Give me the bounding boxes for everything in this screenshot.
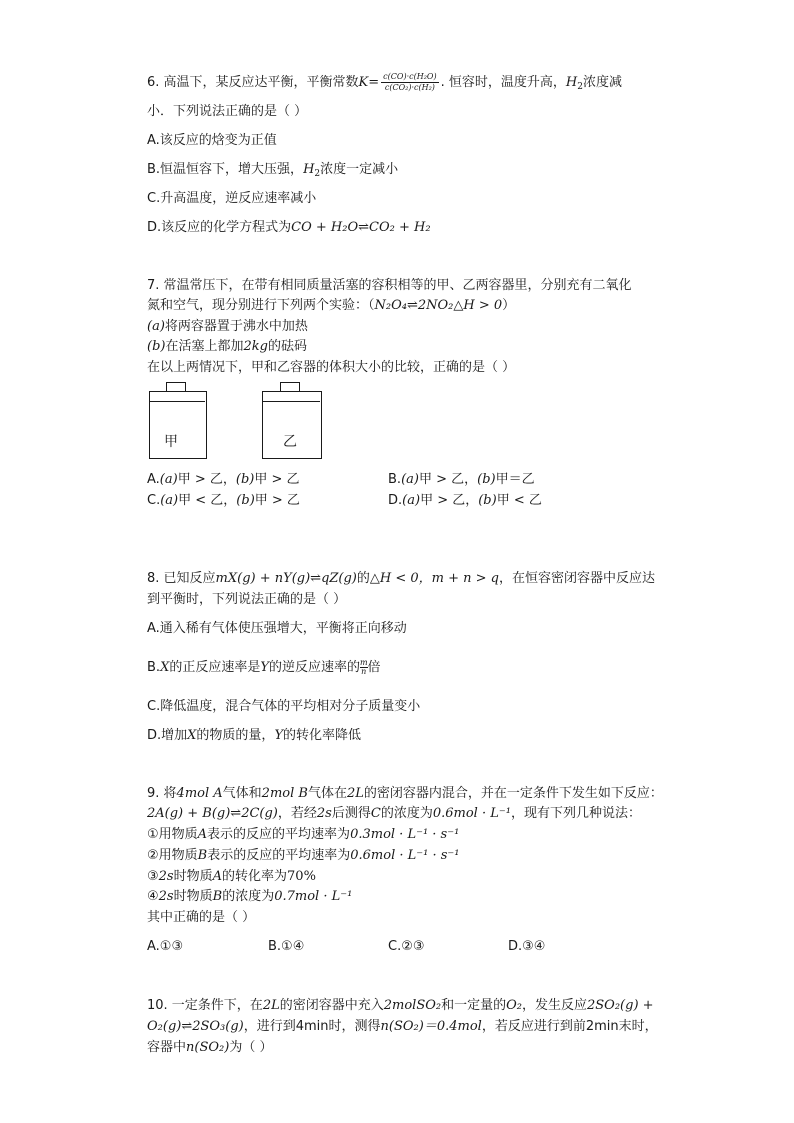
q7-option-d xyxy=(388,492,542,510)
q6-equals: = xyxy=(368,75,380,90)
q10-equation-part2: O₂(g)⇌2SO₃(g) xyxy=(147,1019,244,1034)
q9-ask: 其中正确的是（ ） xyxy=(147,910,256,925)
q7-experiment-a-text: 将两容器置于沸水中加热 xyxy=(164,319,308,334)
q8-option-c: C.降低温度，混合气体的平均相对分子质量变小 xyxy=(147,699,421,714)
q10-l3-text-a: 容器中 xyxy=(147,1040,187,1055)
q7-opt-d-tag1: (a) xyxy=(402,493,421,508)
q9-s1-text: ①用物质 xyxy=(147,827,198,842)
q9-s3-num: ③ xyxy=(147,869,159,884)
q7-experiment-b-text: 在活塞上都加 xyxy=(165,339,244,354)
q9-text-c: 气体在 xyxy=(307,786,347,801)
q7-opt-b-letter: B. xyxy=(388,472,402,487)
q8-option-a: A.通入稀有气体使压强增大，平衡将正向移动 xyxy=(147,621,407,636)
q8-opt-b-text-c: 倍 xyxy=(367,660,381,675)
q7-experiment-a xyxy=(147,318,308,336)
q10-text-d: ，发生反应 xyxy=(521,998,587,1013)
q10-measured-value: n(SO₂)＝0.4mol xyxy=(380,1019,482,1034)
q8-opt-b-letter: B. xyxy=(147,660,161,675)
q7-option-a xyxy=(147,471,300,489)
q7-experiment-b-tag: (b) xyxy=(147,339,166,354)
q7-opt-a-tag1: (a) xyxy=(159,472,178,487)
q7-stem-line2 xyxy=(147,297,515,315)
q10-stem-line3 xyxy=(147,1039,272,1057)
q9-statement-2 xyxy=(147,847,459,865)
q9-text-a: 9. 将 xyxy=(147,786,177,801)
q7-opt-b-text2: 甲＝乙 xyxy=(495,472,535,487)
q7-opt-b-tag2: (b) xyxy=(477,472,496,487)
q8-opt-d-text-c: 的转化率降低 xyxy=(283,728,362,743)
q7-opt-b-text1: 甲 > 乙， xyxy=(418,472,478,487)
q7-opt-a-text1: 甲 > 乙， xyxy=(177,472,236,487)
q8-opt-d-text: D.增加 xyxy=(147,728,188,743)
q9-text-b: 气体和 xyxy=(222,786,262,801)
q7-opt-b-tag1: (a) xyxy=(401,472,419,487)
q9-stem-line2 xyxy=(147,805,641,823)
q10-stem-line2 xyxy=(147,1018,658,1036)
q7-option-b xyxy=(388,471,535,489)
q9-equation: 2A(g) + B(g)⇌2C(g) xyxy=(147,806,278,821)
q9-volume: 2L xyxy=(346,786,364,801)
q8-opt-d-text-b: 的物质的量， xyxy=(196,728,275,743)
q8-stem-line1 xyxy=(147,570,655,588)
q9-s3-time: 2s xyxy=(158,869,174,884)
q6-option-b-text: B.恒温恒容下，增大压强， xyxy=(147,162,304,177)
q9-s4-num: ④ xyxy=(147,889,159,904)
q10-so2-amount: 2molSO₂ xyxy=(383,998,442,1013)
q7-opt-c-letter: C. xyxy=(147,493,161,508)
q9-s2-b: B xyxy=(197,848,208,863)
q9-option-b: B.①④ xyxy=(268,939,305,954)
q9-amount-a: 4mol A xyxy=(176,786,223,801)
q7-stem-line2-close: ） xyxy=(502,298,516,313)
q7-stem-line1: 7. 常温常压下，在带有相同质量活塞的容积相等的甲、乙两容器里，分别充有二氧化 xyxy=(147,278,632,293)
q8-opt-b-y: Y xyxy=(260,660,269,675)
q9-s2-text-b: 表示的反应的平均速率为 xyxy=(207,848,351,863)
q6-option-b-text-b: 浓度一定减小 xyxy=(320,162,399,177)
q7-stem-line2-text: 氮和空气，现分别进行下列两个实验：（ xyxy=(147,298,375,313)
q6-option-c: C.升高温度，逆反应速率减小 xyxy=(147,191,317,206)
q9-statement-3 xyxy=(147,868,316,886)
q6-stem-line2: 小．下列说法正确的是（ ） xyxy=(147,104,308,119)
q10-l2-text-b: ，若反应进行到前2min末时， xyxy=(481,1019,658,1034)
q9-option-d: D.③④ xyxy=(508,939,546,954)
q10-unknown: n(SO₂) xyxy=(186,1040,230,1055)
q8-opt-b-text-b: 的逆反应速率的 xyxy=(268,660,360,675)
q9-s1-a: A xyxy=(197,827,208,842)
q9-s1-text-b: 表示的反应的平均速率为 xyxy=(207,827,351,842)
q8-opt-b-x: X xyxy=(160,660,170,675)
q6-k-symbol: K xyxy=(358,75,369,90)
q9-s2-value: 0.6mol · L⁻¹ · s⁻¹ xyxy=(350,848,460,863)
q6-option-b: B.恒温恒容下，增大压强，$H_2$浓度一定减小 xyxy=(147,162,399,179)
q9-l2-text-c: 的浓度为 xyxy=(380,806,433,821)
q9-concentration: 0.6mol · L⁻¹ xyxy=(432,806,511,821)
q8-stem-line2: 到平衡时，下列说法正确的是（ ） xyxy=(147,592,347,607)
q7-opt-c-tag2: (b) xyxy=(236,493,255,508)
q7-opt-c-tag1: (a) xyxy=(160,493,179,508)
q8-stem-text-b: 的 xyxy=(356,571,370,586)
q8-opt-b-fraction-den: n xyxy=(361,667,367,676)
q7-opt-c-text2: 甲 > 乙 xyxy=(254,493,300,508)
q9-statement-4 xyxy=(147,888,352,906)
q9-amount-b: 2mol B xyxy=(261,786,308,801)
q10-stem-line1 xyxy=(147,997,654,1015)
q7-experiment-b-text-b: 的砝码 xyxy=(267,339,307,354)
q6-stem-text: 6. 高温下，某反应达平衡，平衡常数 xyxy=(147,75,359,90)
q9-s4-text-b: 的浓度为 xyxy=(222,889,275,904)
q8-equation: mX(g) + nY(g)⇌qZ(g) xyxy=(215,571,357,586)
q7-opt-a-text2: 甲 > 乙 xyxy=(254,472,300,487)
q8-opt-b-fraction-num: m xyxy=(359,658,368,667)
q9-l2-text-a: ，若经 xyxy=(277,806,317,821)
q10-o2: O₂ xyxy=(506,998,522,1013)
container-yi-piston xyxy=(263,401,320,402)
q6-stem-text-c: 浓度减 xyxy=(582,75,622,90)
q7-opt-d-text2: 甲 < 乙 xyxy=(496,493,542,508)
q9-l2-text-d: ，现有下列几种说法： xyxy=(510,806,641,821)
q6-option-d-text: D.该反应的化学方程式为 xyxy=(147,220,292,235)
q9-c-symbol: C xyxy=(370,806,381,821)
q9-s3-a: A xyxy=(212,869,223,884)
q9-s3-value: 70% xyxy=(287,869,316,884)
q6-h2-symbol: H xyxy=(565,75,578,90)
q9-time: 2s xyxy=(316,806,332,821)
q10-volume: 2L xyxy=(262,998,280,1013)
q6-option-d xyxy=(147,219,431,237)
q9-s1-value: 0.3mol · L⁻¹ · s⁻¹ xyxy=(350,827,460,842)
q10-l2-text-a: ，进行到4min时，测得 xyxy=(243,1019,381,1034)
q9-s4-text: 时物质 xyxy=(173,889,213,904)
q6-option-b-h2: H xyxy=(303,162,315,177)
container-yi-label: 乙 xyxy=(283,434,297,450)
q8-opt-d-y: Y xyxy=(274,728,284,743)
q7-opt-a-tag2: (b) xyxy=(235,472,255,487)
q8-stem-text-c: ，在恒容密闭容器中反应达 xyxy=(499,571,656,586)
q6-option-d-equation: CO + H₂O⇌CO₂ + H₂ xyxy=(291,220,431,235)
q10-equation-part1: 2SO₂(g) + xyxy=(587,998,654,1013)
q7-opt-a-letter: A. xyxy=(147,472,160,487)
q7-opt-d-tag2: (b) xyxy=(478,493,497,508)
container-jia-label: 甲 xyxy=(164,434,178,450)
q7-equation: N₂O₄⇌2NO₂△H > 0 xyxy=(374,298,503,313)
q9-s3-text: 时物质 xyxy=(173,869,213,884)
q9-l2-text-b: 后测得 xyxy=(331,806,371,821)
q10-text-a: 10. 一定条件下，在 xyxy=(147,998,263,1013)
q6-k-fraction xyxy=(381,72,438,93)
q8-option-b xyxy=(147,659,381,677)
q7-opt-d-letter: D. xyxy=(388,493,403,508)
q9-statement-1 xyxy=(147,826,459,844)
q8-opt-b-fraction xyxy=(360,659,368,676)
q7-option-c xyxy=(147,492,300,510)
q7-opt-d-text1: 甲 > 乙， xyxy=(420,493,479,508)
q8-stem-text: 8. 已知反应 xyxy=(147,571,216,586)
q9-s4-time: 2s xyxy=(158,889,174,904)
q7-mass: 2kg xyxy=(243,339,268,354)
q7-stem-line5: 在以上两情况下，甲和乙容器的体积大小的比较，正确的是（ ） xyxy=(147,360,516,375)
q7-experiment-b xyxy=(147,338,307,356)
q6-stem-text-b: . 恒容时，温度升高， xyxy=(440,75,566,90)
q9-text-d: 的密闭容器内混合，并在一定条件下发生如下反应： xyxy=(363,786,663,801)
q6-stem-line1: 6. 高温下，某反应达平衡，平衡常数K= $\frac{\text{c(CO)·c(H₂O)}}{\text{c(CO₂)·c(H₂)}}$ . 恒容时，温度升高，$H_2$浓度减 xyxy=(147,72,622,92)
q9-s4-value: 0.7mol · L⁻¹ xyxy=(274,889,353,904)
q8-opt-b-text: 的正反应速率是 xyxy=(169,660,261,675)
q9-s4-b: B xyxy=(212,889,223,904)
q7-opt-c-text1: 甲 < 乙， xyxy=(178,493,237,508)
q8-option-d xyxy=(147,727,361,745)
q9-option-a: A.①③ xyxy=(147,939,184,954)
q10-text-c: 和一定量的 xyxy=(441,998,507,1013)
q6-option-a: A.该反应的焓变为正值 xyxy=(147,133,277,148)
q9-option-c: C.②③ xyxy=(388,939,425,954)
q7-experiment-a-tag: (a) xyxy=(147,319,165,334)
q9-s3-text-b: 的转化率为 xyxy=(222,869,288,884)
q9-stem-line1 xyxy=(147,785,663,803)
q6-k-denominator: c(CO₂)·c(H₂) xyxy=(384,83,435,92)
q10-l3-text-b: 为（ ） xyxy=(229,1040,273,1055)
q9-s2-text: ②用物质 xyxy=(147,848,198,863)
q8-opt-d-x: X xyxy=(187,728,197,743)
q8-conditions: △H < 0，m + n > q xyxy=(369,571,500,586)
container-jia-piston xyxy=(150,401,205,402)
q10-text-b: 的密闭容器中充入 xyxy=(279,998,384,1013)
q6-k-numerator: c(CO)·c(H₂O) xyxy=(383,72,437,81)
